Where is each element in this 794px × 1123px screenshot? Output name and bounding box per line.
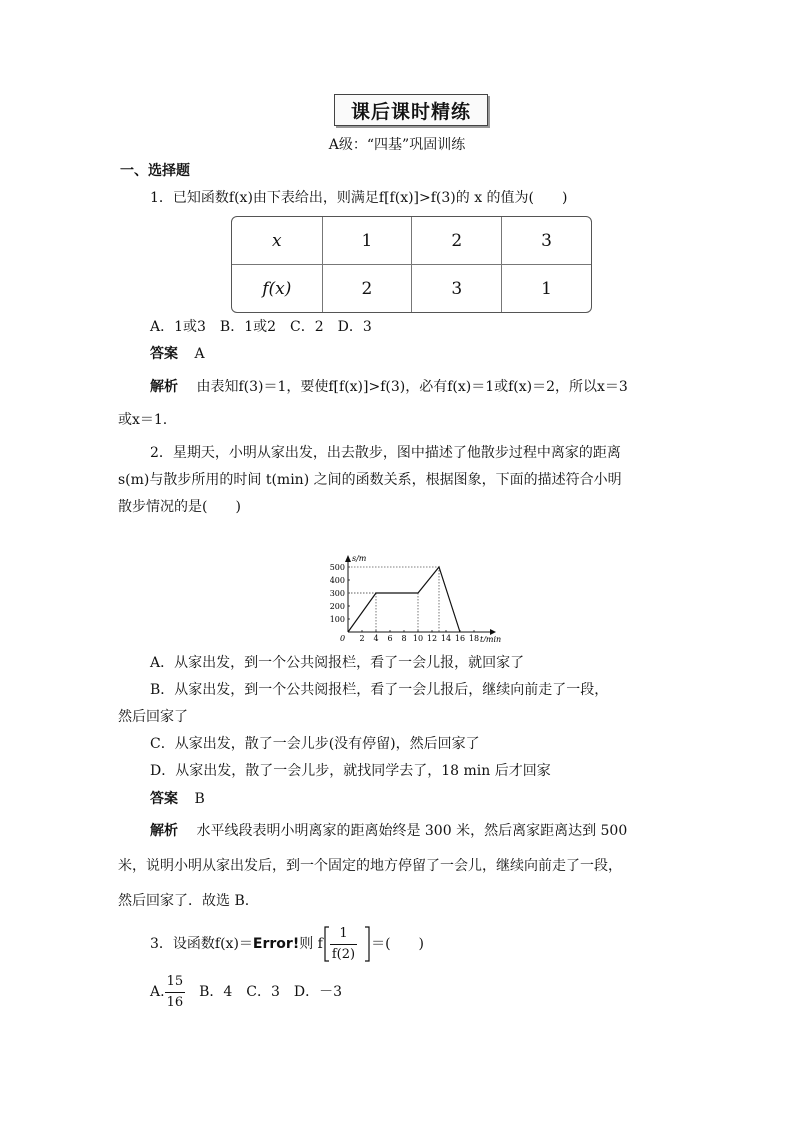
q2-analysis-line1: 水平线段表明小明离家的距离始终是 300 米，然后离家距离达到 500 xyxy=(196,823,628,839)
x-tick-label: 10 xyxy=(412,634,424,642)
q1-analysis-label: 解析 xyxy=(150,379,178,395)
q2-stem-line1: 2．星期天，小明从家出发，出去散步，图中描述了他散步过程中离家的距离 xyxy=(150,445,621,461)
x-tick-label: 8 xyxy=(401,634,407,642)
y-axis-arrow xyxy=(345,555,351,562)
page-title: 课后课时精练 xyxy=(334,94,488,126)
q2-stem-line3: 散步情况的是( ) xyxy=(118,499,241,515)
q3-opt-rest: B．4 C．3 D．－3 xyxy=(185,984,343,1000)
table-cell: x xyxy=(232,217,323,265)
x-tick-label: 16 xyxy=(454,634,466,642)
q3-frac-den: f(2) xyxy=(331,946,356,962)
x-axis-label: t/min xyxy=(480,635,502,642)
q3-opt-a-prefix: A. xyxy=(150,984,165,1000)
y-axis-label: s/m xyxy=(352,554,367,563)
table-cell: 1 xyxy=(541,278,552,299)
table-cell: 3 xyxy=(412,265,502,312)
q1-analysis-line2: 或x＝1. xyxy=(118,412,168,428)
table-cell: 1 xyxy=(323,217,413,265)
y-tick-label: 500 xyxy=(329,563,345,572)
q3-opt-a-fraction xyxy=(165,972,186,1013)
q1-stem: 1．已知函数f(x)由下表给出，则满足f[f(x)]>f(3)的 x 的值为( ) xyxy=(150,190,568,206)
q2-option-c: C．从家出发，散了一会儿步(没有停留)，然后回家了 xyxy=(150,736,480,752)
y-tick-label: 400 xyxy=(329,576,345,585)
q3-opt-a-num: 15 xyxy=(165,972,186,993)
q1-options: A．1或3 B．1或2 C．2 D．3 xyxy=(150,319,372,335)
x-tick-label: 4 xyxy=(373,634,379,642)
table-row xyxy=(232,217,591,265)
q2-answer: B xyxy=(194,791,205,807)
q2-option-b-line1: B．从家出发，到一个公共阅报栏，看了一会儿报后，继续向前走了一段， xyxy=(150,682,609,698)
section-label: 一、选择题 xyxy=(120,163,190,179)
q2-analysis-label: 解析 xyxy=(150,823,178,839)
q3-error-text: Error! xyxy=(252,936,300,952)
q2-answer-label: 答案 xyxy=(150,791,178,807)
q3-stem-suffix: ＝( ) xyxy=(371,936,425,952)
y-tick-label: 100 xyxy=(329,615,345,624)
x-tick-label: 14 xyxy=(440,634,452,642)
q1-analysis-line1: 由表知f(3)＝1，要使f[f(x)]>f(3)，必有f(x)＝1或f(x)＝2，所以x＝3 xyxy=(196,379,628,395)
table-cell: 2 xyxy=(323,265,413,312)
q2-option-b-line2: 然后回家了 xyxy=(118,709,188,725)
q2-stem-line2: s(m)与散步所用的时间 t(min) 之间的函数关系，根据图象，下面的描述符合小明 xyxy=(118,472,622,488)
left-bracket-icon xyxy=(323,926,330,962)
table-cell: f(x) xyxy=(232,265,323,312)
table-row xyxy=(232,265,591,312)
origin-label: 0 xyxy=(340,634,346,642)
right-bracket-icon xyxy=(357,926,371,962)
x-tick-label: 12 xyxy=(426,634,438,642)
table-cell: 3 xyxy=(502,217,591,265)
q3-options xyxy=(150,972,342,1012)
q2-analysis-line3: 然后回家了．故选 B. xyxy=(118,893,250,909)
q2-option-a: A．从家出发，到一个公共阅报栏，看了一会儿报，就回家了 xyxy=(150,655,525,671)
y-tick-label: 300 xyxy=(329,589,345,598)
q3-opt-a-den: 16 xyxy=(166,994,184,1010)
function-table xyxy=(231,216,592,313)
q3-frac-num: 1 xyxy=(330,924,357,945)
q3-fraction xyxy=(330,924,357,965)
q2-analysis-line2: 米，说明小明从家出发后，到一个固定的地方停留了一会儿，继续向前走了一段， xyxy=(118,858,622,874)
q1-answer-label: 答案 xyxy=(150,346,178,362)
x-tick-label: 2 xyxy=(359,634,365,642)
y-tick-label: 200 xyxy=(329,602,345,611)
distance-time-chart xyxy=(318,522,508,642)
x-tick-label: 6 xyxy=(387,634,393,642)
q3-stem-prefix: 3．设函数f(x)＝ xyxy=(150,936,253,952)
q2-option-d: D．从家出发，散了一会儿步，就找同学去了，18 min 后才回家 xyxy=(150,763,551,779)
x-tick-label: 18 xyxy=(468,634,480,642)
q1-answer: A xyxy=(194,346,205,362)
q3-stem-mid: 则 f xyxy=(299,936,323,952)
level-subtitle: A级：“四基”巩固训练 xyxy=(328,137,466,153)
series-line-distance xyxy=(348,567,460,632)
table-cell: 2 xyxy=(412,217,502,265)
q3-stem xyxy=(150,926,424,962)
